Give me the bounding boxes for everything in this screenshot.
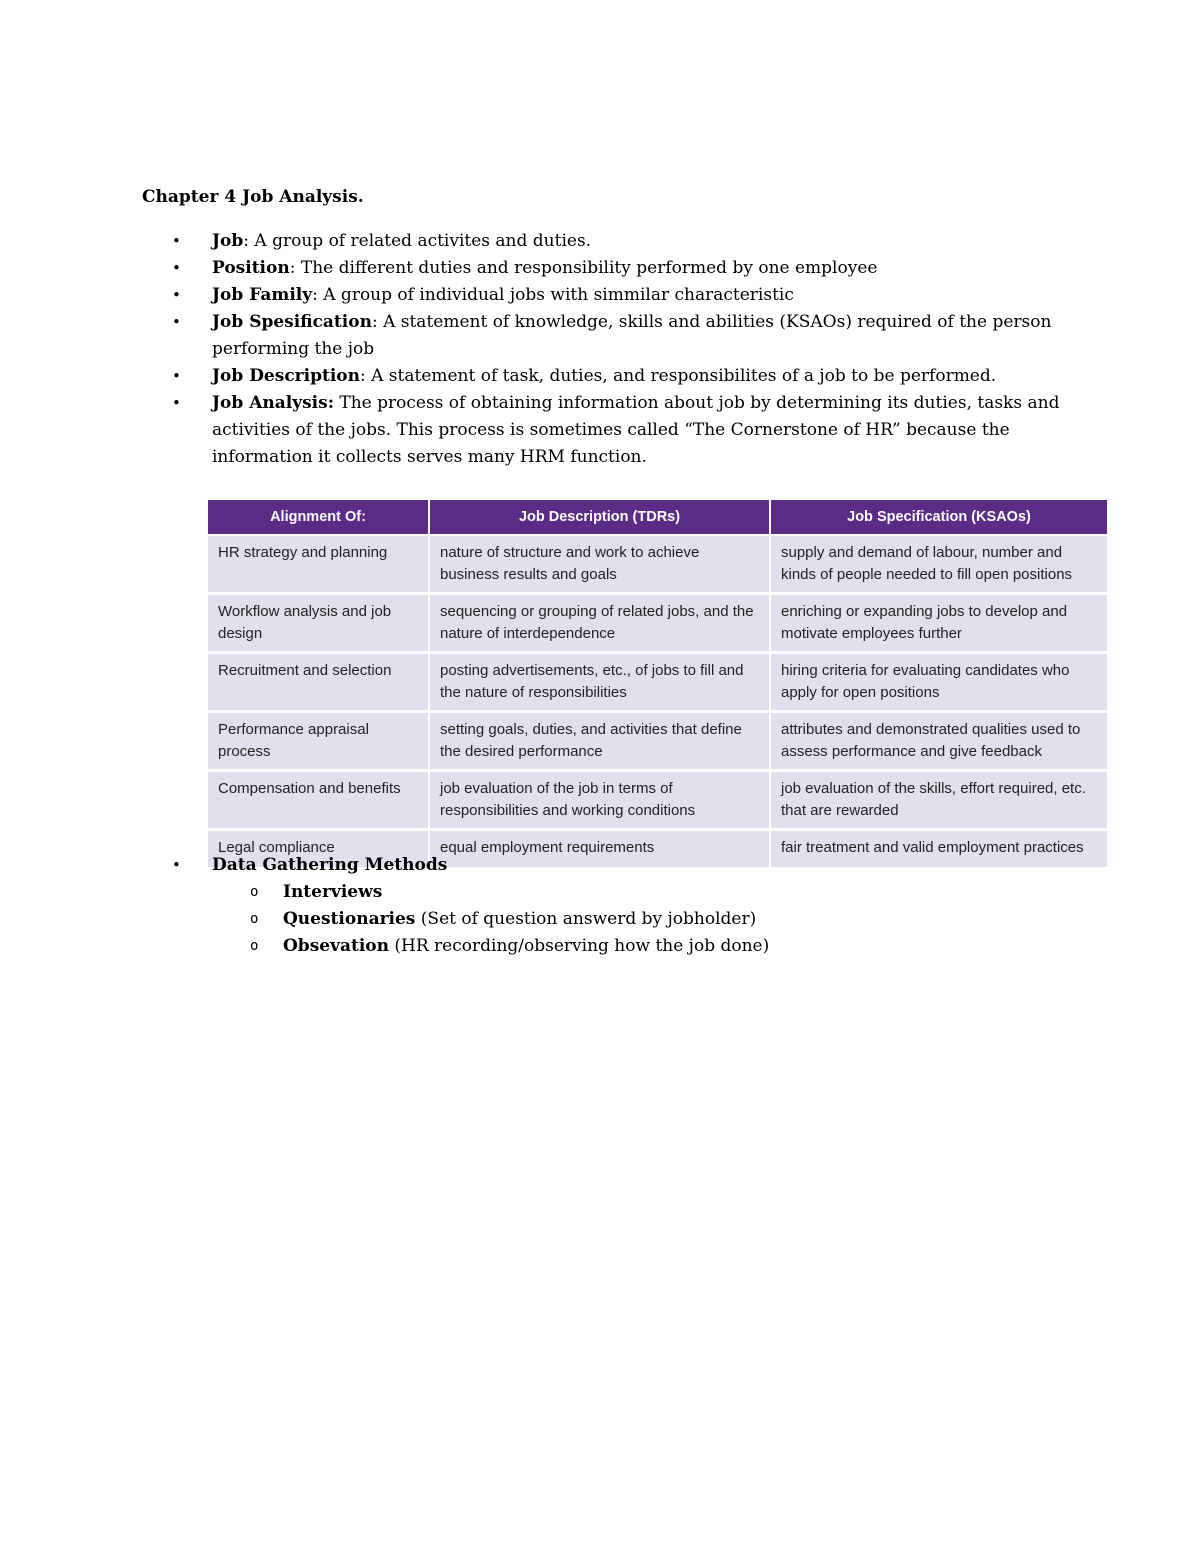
definition-text: The process of obtaining information about job by determining its duties, tasks and activities of the jobs. This process is sometimes called “The Cornerstone of HR” because the information it collects serves many HRM function.	[212, 393, 1060, 467]
definition-term: Position	[212, 258, 290, 278]
method-item	[212, 879, 1080, 906]
table-cell: HR strategy and planning	[208, 535, 429, 594]
alignment-table	[208, 500, 1107, 867]
definition-text: : A statement of task, duties, and responsibilites of a job to be performed.	[359, 366, 997, 386]
method-text: (HR recording/observing how the job done)	[388, 936, 770, 956]
table-cell: posting advertisements, etc., of jobs to fill and the nature of responsibilities	[429, 653, 770, 712]
table-header-cell: Alignment Of:	[208, 500, 429, 535]
table-cell: Recruitment and selection	[208, 653, 429, 712]
table-row	[208, 535, 1107, 594]
table-cell: sequencing or grouping of related jobs, and the nature of interdependence	[429, 594, 770, 653]
bullet-icon: •	[172, 367, 181, 385]
table-header-row	[208, 500, 1107, 535]
definition-item	[0, 363, 1200, 390]
chapter-title: Chapter 4 Job Analysis.	[142, 187, 364, 207]
definition-item	[0, 228, 1200, 255]
table-cell: Legal compliance	[208, 830, 429, 868]
method-text: (Set of question answerd by jobholder)	[415, 909, 757, 929]
method-term: Questionaries	[283, 909, 416, 929]
alignment-table-figure	[208, 500, 1107, 867]
method-term: Interviews	[283, 882, 383, 902]
definition-term: Job Description	[212, 366, 360, 386]
methods-heading: Data Gathering Methods	[212, 855, 448, 875]
definition-text: : A statement of knowledge, skills and abilities (KSAOs) required of the person performing the job	[212, 312, 1052, 359]
definition-text: : A group of individual jobs with simmilar characteristic	[312, 285, 794, 305]
table-cell: job evaluation of the skills, effort required, etc. that are rewarded	[770, 771, 1107, 830]
table-cell: equal employment requirements	[429, 830, 770, 868]
table-cell: fair treatment and valid employment practices	[770, 830, 1107, 868]
definition-term: Job	[212, 231, 244, 251]
table-row	[208, 712, 1107, 771]
table-row	[208, 594, 1107, 653]
method-item	[212, 933, 1080, 960]
methods-sublist	[212, 879, 1080, 960]
definition-term: Job Family	[212, 285, 313, 305]
definition-term: Job Analysis:	[212, 393, 334, 413]
definition-text: : A group of related activites and duties.	[243, 231, 592, 251]
circle-bullet-icon: o	[250, 938, 259, 954]
bullet-icon: •	[172, 313, 181, 331]
table-cell: hiring criteria for evaluating candidates who apply for open positions	[770, 653, 1107, 712]
table-row	[208, 771, 1107, 830]
table-cell: Performance appraisal process	[208, 712, 429, 771]
methods-list	[0, 852, 1200, 960]
table-cell: Compensation and benefits	[208, 771, 429, 830]
table-header-cell: Job Specification (KSAOs)	[770, 500, 1107, 535]
table-cell: job evaluation of the job in terms of responsibilities and working conditions	[429, 771, 770, 830]
definition-item	[0, 309, 1200, 363]
circle-bullet-icon: o	[250, 911, 259, 927]
table-header-cell: Job Description (TDRs)	[429, 500, 770, 535]
table-cell: supply and demand of labour, number and kinds of people needed to fill open positions	[770, 535, 1107, 594]
definition-item	[0, 255, 1200, 282]
definitions-list	[0, 228, 1200, 471]
bullet-icon: •	[172, 856, 181, 874]
circle-bullet-icon: o	[250, 884, 259, 900]
table-cell: attributes and demonstrated qualities used to assess performance and give feedback	[770, 712, 1107, 771]
bullet-icon: •	[172, 232, 181, 250]
table-cell: setting goals, duties, and activities that define the desired performance	[429, 712, 770, 771]
definition-text: : The different duties and responsibility performed by one employee	[289, 258, 878, 278]
methods-item	[0, 852, 1200, 960]
definition-item	[0, 390, 1200, 471]
table-cell: nature of structure and work to achieve business results and goals	[429, 535, 770, 594]
table-cell: enriching or expanding jobs to develop and motivate employees further	[770, 594, 1107, 653]
table-row	[208, 653, 1107, 712]
table-cell: Workflow analysis and job design	[208, 594, 429, 653]
method-item	[212, 906, 1080, 933]
definition-term: Job Spesification	[212, 312, 372, 332]
definition-item	[0, 282, 1200, 309]
bullet-icon: •	[172, 259, 181, 277]
bullet-icon: •	[172, 394, 181, 412]
method-term: Obsevation	[283, 936, 389, 956]
bullet-icon: •	[172, 286, 181, 304]
